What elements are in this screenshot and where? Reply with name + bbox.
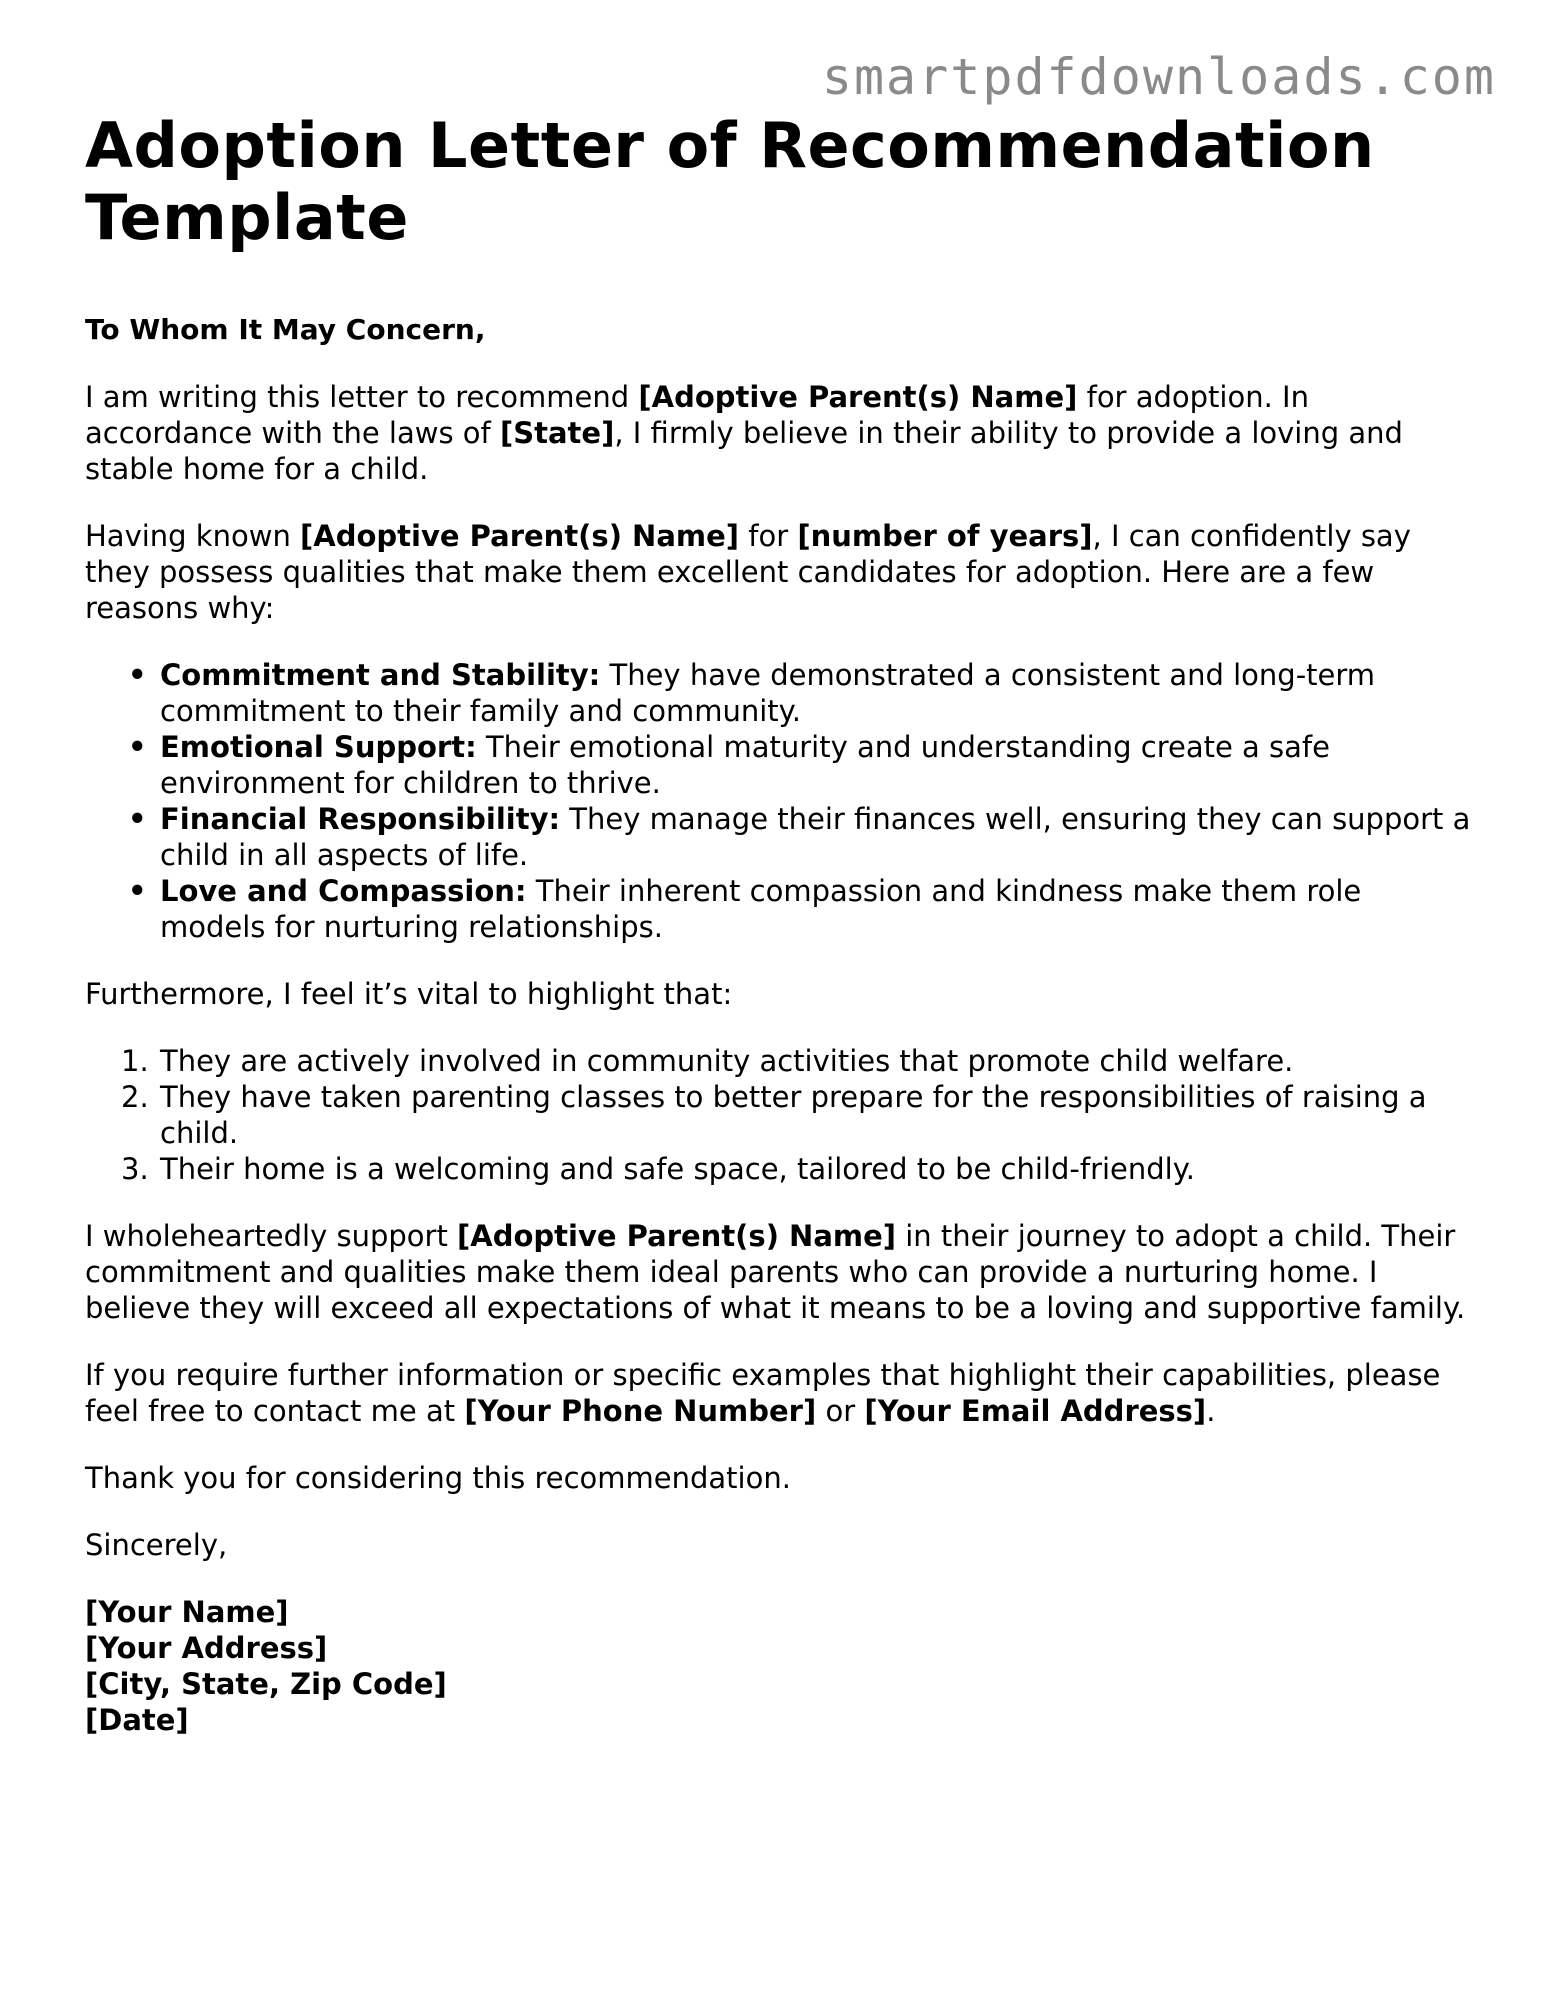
list-number: 1. — [121, 1044, 149, 1078]
support-text-2: in their journey to adopt a child. Their commitment and qualities make them ideal parents who can provide a nurturing home. I believe they will exceed all expectations of what it means to be a loving and supportive family. — [85, 1219, 1466, 1325]
reason-label: Financial Responsibility: — [160, 802, 561, 836]
adoptive-parent-placeholder: [Adoptive Parent(s) Name] — [638, 380, 1078, 414]
signature-address: [Your Address] — [85, 1631, 328, 1665]
known-text-2: for — [739, 519, 798, 553]
highlights-list — [85, 1043, 1475, 1187]
highlight-text: They have taken parenting classes to better prepare for the responsibilities of raising a child. — [160, 1080, 1427, 1150]
list-item — [85, 801, 1475, 873]
support-text-1: I wholeheartedly support — [85, 1219, 458, 1253]
highlight-text: Their home is a welcoming and safe space, tailored to be child-friendly. — [160, 1152, 1195, 1186]
contact-text-2: or — [816, 1394, 865, 1428]
watermark-text: smartpdfdownloads.com — [821, 48, 1496, 106]
adoptive-parent-placeholder: [Adoptive Parent(s) Name] — [300, 519, 740, 553]
reason-text: Their inherent compassion and kindness make them role models for nurturing relationships. — [160, 874, 1362, 944]
reason-text: Their emotional maturity and understanding create a safe environment for children to thrive. — [160, 730, 1330, 800]
list-item — [85, 1043, 1475, 1079]
phone-placeholder: [Your Phone Number] — [464, 1394, 817, 1428]
list-item — [85, 1079, 1475, 1151]
reason-label: Emotional Support: — [160, 730, 477, 764]
support-paragraph — [85, 1218, 1475, 1326]
list-item — [85, 1151, 1475, 1187]
contact-paragraph — [85, 1357, 1475, 1429]
number-of-years-placeholder: [number of years] — [797, 519, 1093, 553]
bullet-icon: • — [128, 802, 147, 836]
intro-text-2: for adoption. In accordance with the laws of — [85, 380, 1309, 450]
signature-name: [Your Name] — [85, 1595, 289, 1629]
highlight-text: They are actively involved in community activities that promote child welfare. — [160, 1044, 1294, 1078]
furthermore-paragraph: Furthermore, I feel it’s vital to highlight that: — [85, 977, 733, 1011]
state-placeholder: [State] — [499, 416, 615, 450]
signature-date: [Date] — [85, 1703, 189, 1737]
email-placeholder: [Your Email Address] — [864, 1394, 1207, 1428]
thanks-paragraph: Thank you for considering this recommendation. — [85, 1461, 791, 1495]
contact-text-3: . — [1206, 1394, 1216, 1428]
known-text-3: , I can confidently say they possess qualities that make them excellent candidates for adoption. Here are a few reasons why: — [85, 519, 1411, 625]
intro-paragraph — [85, 379, 1475, 487]
bullet-icon: • — [128, 658, 147, 692]
closing: Sincerely, — [85, 1528, 228, 1562]
intro-text-3: , I firmly believe in their ability to provide a loving and stable home for a child. — [85, 416, 1403, 486]
reason-label: Love and Compassion: — [160, 874, 527, 908]
known-text-1: Having known — [85, 519, 301, 553]
bullet-icon: • — [128, 730, 147, 764]
adoptive-parent-placeholder: [Adoptive Parent(s) Name] — [457, 1219, 897, 1253]
list-item — [85, 873, 1475, 945]
salutation: To Whom It May Concern, — [85, 313, 486, 346]
reason-label: Commitment and Stability: — [160, 658, 601, 692]
reason-text: They manage their finances well, ensuring they can support a child in all aspects of life. — [160, 802, 1471, 872]
list-item — [85, 657, 1475, 729]
reasons-list — [85, 657, 1475, 945]
reason-text: They have demonstrated a consistent and long-term commitment to their family and community. — [160, 658, 1376, 728]
letter-document — [85, 110, 1475, 1738]
list-item — [85, 729, 1475, 801]
contact-text-1: If you require further information or specific examples that highlight their capabilities, please feel free to contact me at — [85, 1358, 1441, 1428]
letter-body — [85, 312, 1475, 1738]
signature-city: [City, State, Zip Code] — [85, 1667, 447, 1701]
list-number: 2. — [121, 1080, 149, 1114]
page-title: Adoption Letter of Recommendation Template — [85, 109, 1375, 254]
intro-text-1: I am writing this letter to recommend — [85, 380, 639, 414]
known-paragraph — [85, 518, 1475, 626]
bullet-icon: • — [128, 874, 147, 908]
signature-block — [85, 1594, 1475, 1738]
list-number: 3. — [121, 1152, 149, 1186]
